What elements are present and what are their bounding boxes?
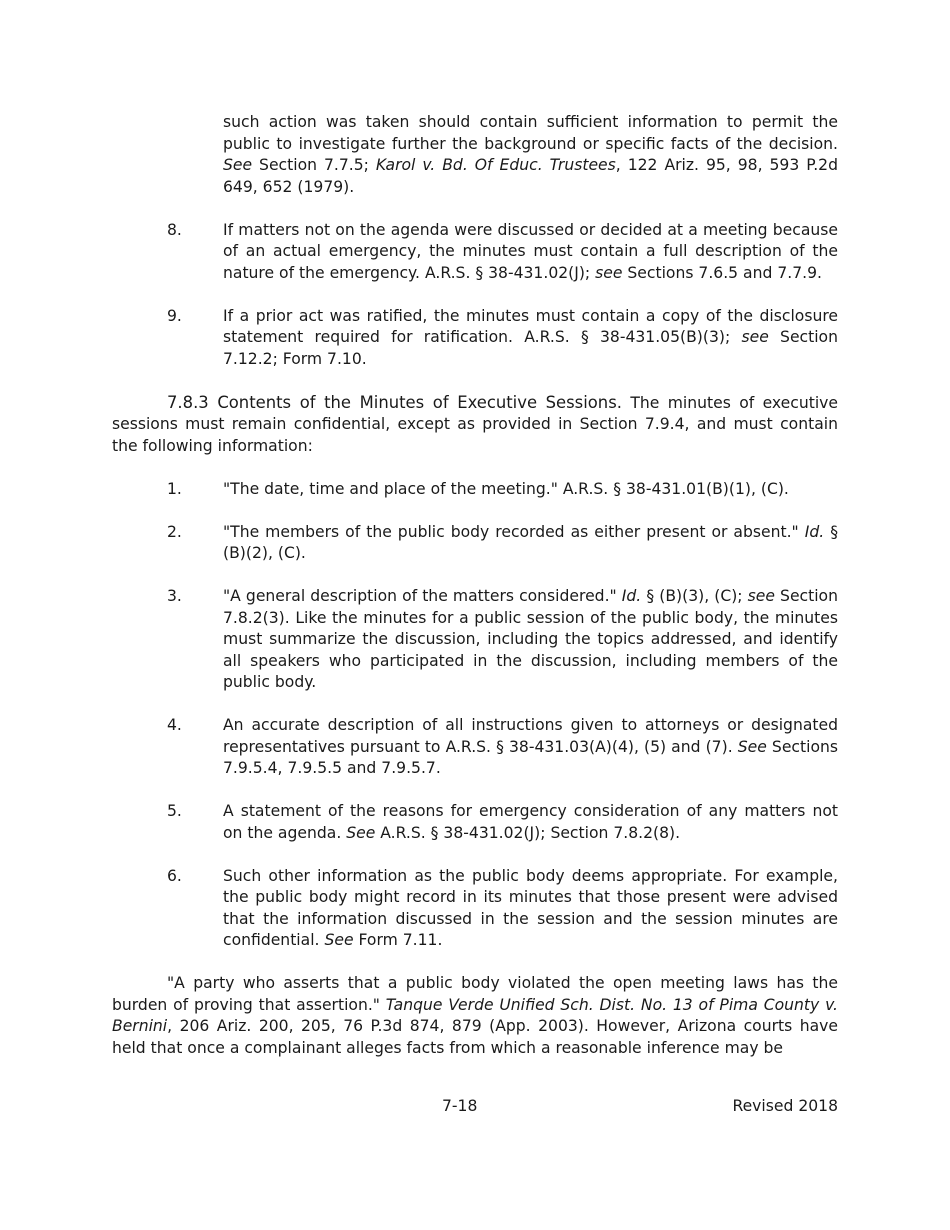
page-number: 7-18 <box>442 1097 478 1115</box>
list-item: 3. "A general description of the matters considered." Id. § (B)(3), (C); see Section 7.8.2(3). Like the minutes for a public session of the public body, the minutes must summarize the discussion, including the topics addressed, and identify all speakers who participated in the discussion, including members of the public body. <box>167 587 838 691</box>
list-item: 8. If matters not on the agenda were discussed or decided at a meeting because of an actual emergency, the minutes must contain a full description of the nature of the emergency. A.R.S. § 38-431.02(J); see Sections 7.6.5 and 7.7.9. <box>167 220 838 282</box>
list-item: 5. A statement of the reasons for emergency consideration of any matters not on the agenda. See A.R.S. § 38-431.02(J); Section 7.8.2(8). <box>167 802 838 842</box>
list-item: 1. "The date, time and place of the meeting." A.R.S. § 38-431.01(B)(1), (C). <box>167 479 789 498</box>
see-signal: See <box>223 156 253 174</box>
continuation-paragraph: such action was taken should contain sufficient information to permit the public to investigate further the background or specific facts of the decision. See Section 7.7.5; Karol v. Bd. Of Educ. Trustees, 122 Ariz. 95, 98, 593 P.2d 649, 652 (1979). <box>223 113 838 196</box>
closing-paragraph: "A party who asserts that a public body violated the open meeting laws has the burden of proving that assertion." Tanque Verde Unified Sch. Dist. No. 13 of Pima County v. Bernini, 206 Ariz. 200, 205, 76 P.3d 874, 879 (App. 2003). However, Arizona courts have held that once a complainant alleges facts from which a reasonable inference may be <box>112 974 838 1057</box>
section-paragraph: 7.8.3 Contents of the Minutes of Executive Sessions. The minutes of executive sessions must remain confidential, except as provided in Section 7.9.4, and must contain the following information: <box>112 392 838 455</box>
revision-label: Revised 2018 <box>732 1097 838 1115</box>
list-item: 2. "The members of the public body recorded as either present or absent." Id. § (B)(2), (C). <box>167 522 839 562</box>
section-heading: 7.8.3 Contents of the Minutes of Executive Sessions. <box>167 392 622 412</box>
document-body <box>112 112 838 1059</box>
list-item: 6. Such other information as the public body deems appropriate. For example, the public body might record in its minutes that those present were advised that the information discussed in the session and the session minutes are confidential. See Form 7.11. <box>167 866 838 949</box>
list-item: 4. An accurate description of all instructions given to attorneys or designated representatives pursuant to A.R.S. § 38-431.03(A)(4), (5) and (7). See Sections 7.9.5.4, 7.9.5.5 and 7.9.5.7. <box>167 716 838 777</box>
case-citation: Karol v. Bd. Of Educ. Trustees <box>375 156 616 174</box>
case-citation: Tanque Verde Unified Sch. Dist. No. 13 of Pima County v. Bernini <box>112 995 838 1035</box>
list-item: 9. If a prior act was ratified, the minutes must contain a copy of the disclosure statement required for ratification. A.R.S. § 38-431.05(B)(3); see Section 7.12.2; Form 7.10. <box>167 306 838 368</box>
